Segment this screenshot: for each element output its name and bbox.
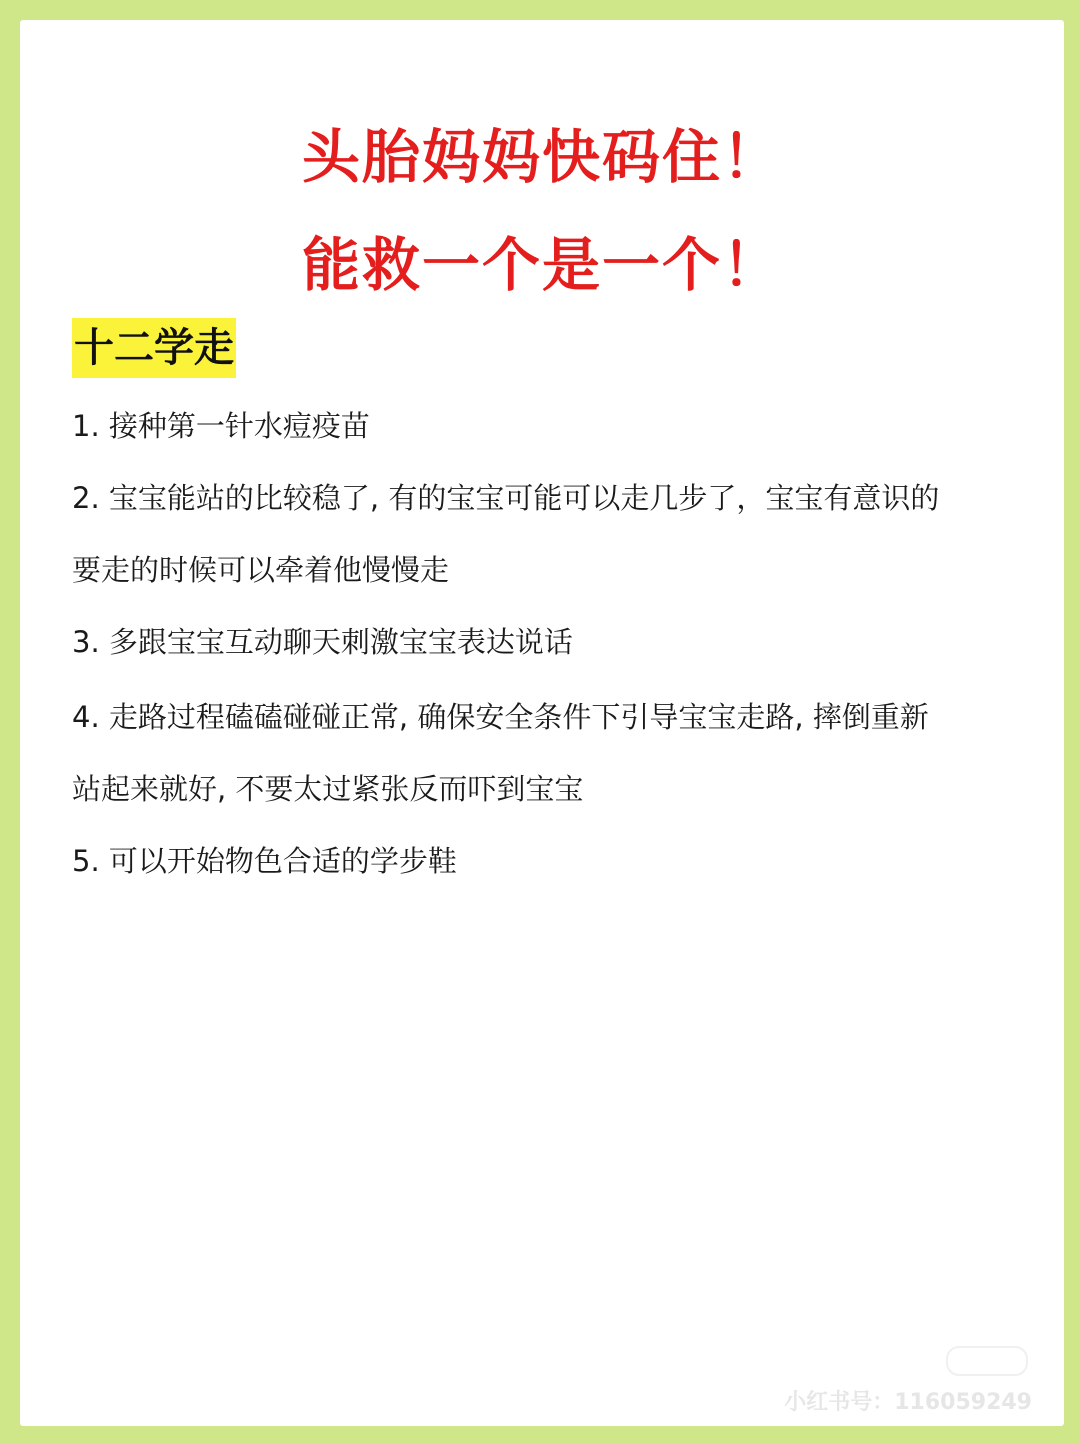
list-item-3: 3. 多跟宝宝互动聊天刺激宝宝表达说话	[72, 625, 573, 659]
list-item-4-line-1: 4. 走路过程磕磕碰碰正常, 确保安全条件下引导宝宝走路, 摔倒重新	[72, 700, 929, 734]
list-item-5: 5. 可以开始物色合适的学步鞋	[72, 844, 457, 878]
watermark: 小红书号：116059249	[784, 1390, 1032, 1415]
watermark-logo-icon	[946, 1346, 1028, 1376]
section-heading: 十二学走	[72, 318, 236, 378]
list-item-4-line-2: 站起来就好, 不要太过紧张反而吓到宝宝	[72, 772, 584, 806]
title-line-2: 能救一个是一个！	[301, 231, 782, 299]
list-item-2-line-2: 要走的时候可以牵着他慢慢走	[72, 553, 450, 587]
list-item-2-line-1: 2. 宝宝能站的比较稳了, 有的宝宝可能可以走几步了，宝宝有意识的	[72, 481, 940, 515]
title-line-1: 头胎妈妈快码住！	[301, 123, 782, 191]
list-item-1: 1. 接种第一针水痘疫苗	[72, 409, 370, 443]
content-card	[20, 20, 1064, 1426]
